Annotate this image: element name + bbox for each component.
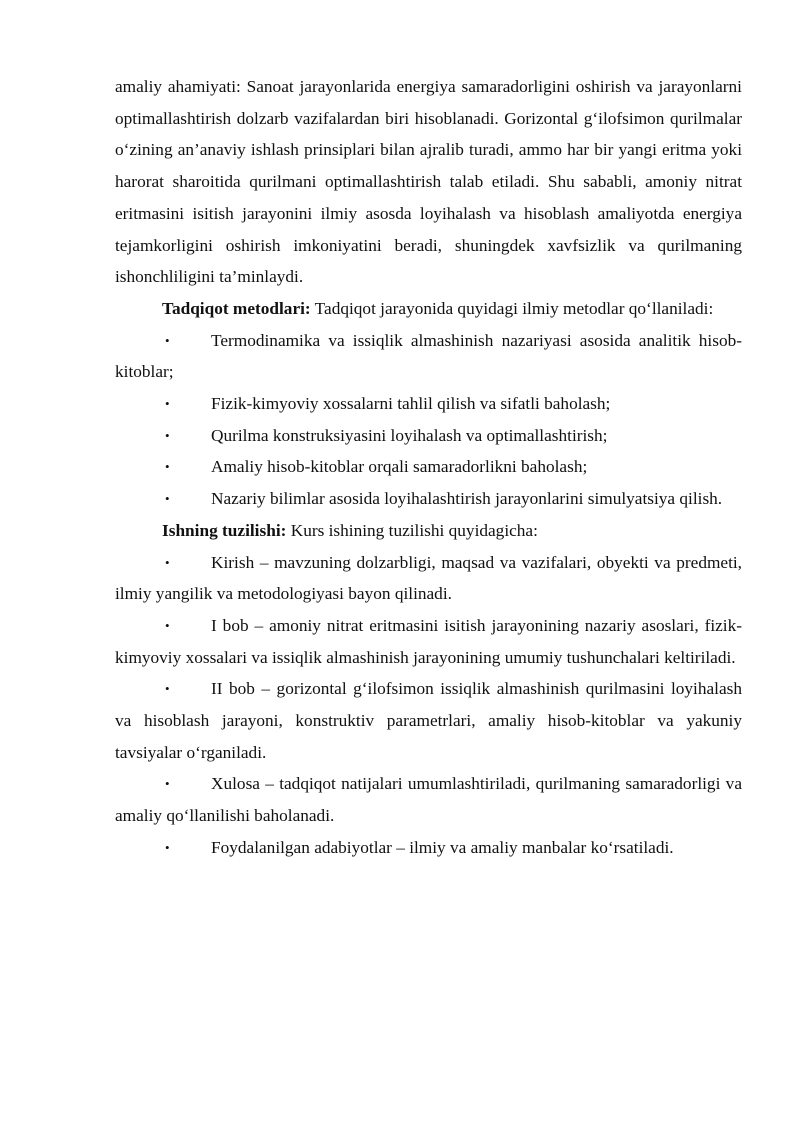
methods-item bbox=[115, 451, 742, 483]
methods-item-text: Fizik-kimyoviy xossalarni tahlil qilish va sifatli baholash; bbox=[211, 394, 611, 414]
structure-heading: Ishning tuzilishi: bbox=[162, 520, 287, 540]
bullet-icon: • bbox=[165, 617, 170, 633]
bullet-icon: • bbox=[165, 427, 170, 443]
methods-item-text: Qurilma konstruksiyasini loyihalash va optimallashtirish; bbox=[211, 425, 608, 445]
methods-heading: Tadqiqot metodlari: bbox=[162, 298, 311, 318]
bullet-icon: • bbox=[165, 839, 170, 855]
structure-item-text: Xulosa – tadqiqot natijalari umumlashtiriladi, qurilmaning samaradorligi va amaliy qo‘llanilishi baholanadi. bbox=[115, 774, 742, 826]
structure-item-text: Foydalanilgan adabiyotlar – ilmiy va amaliy manbalar ko‘rsatiladi. bbox=[211, 837, 674, 857]
intro-paragraph: amaliy ahamiyati: Sanoat jarayonlarida energiya samaradorligini oshirish va jarayonlarni optimallashtirish dolzarb vazifalardan biri hisoblanadi. Gorizontal g‘ilofsimon qurilmalar o‘zining an’anaviy ishlash prinsiplari bilan ajralib turadi, ammo har bir yangi eritma yoki harorat sharoitida qurilmani optimallashtirish talab etiladi. Shu sababli, amoniy nitrat eritmasini isitish jarayonini ilmiy asosda loyihalash va hisoblash amaliyotda energiya tejamkorligini oshirish imkoniyatini beradi, shuningdek xavfsizlik va qurilmaning ishonchliligini ta’minlaydi. bbox=[115, 77, 742, 287]
structure-item bbox=[115, 547, 742, 610]
methods-item bbox=[115, 483, 742, 515]
methods-item-text: Amaliy hisob-kitoblar orqali samaradorlikni baholash; bbox=[211, 457, 588, 477]
bullet-icon: • bbox=[165, 332, 170, 348]
methods-lead: Tadqiqot jarayonida quyidagi ilmiy metodlar qo‘llaniladi: bbox=[310, 298, 714, 318]
methods-paragraph bbox=[115, 293, 742, 325]
bullet-icon: • bbox=[165, 396, 170, 412]
methods-item bbox=[115, 388, 742, 420]
structure-item bbox=[115, 610, 742, 673]
bullet-icon: • bbox=[165, 491, 170, 507]
bullet-icon: • bbox=[165, 459, 170, 475]
bullet-icon: • bbox=[165, 554, 170, 570]
bullet-icon: • bbox=[165, 681, 170, 697]
structure-item bbox=[115, 673, 742, 768]
structure-paragraph bbox=[115, 515, 742, 547]
bullet-icon: • bbox=[165, 776, 170, 792]
structure-item-text: I bob – amoniy nitrat eritmasini isitish jarayonining nazariy asoslari, fizik-kimyoviy xossalari va issiqlik almashinish jarayonining umumiy tushunchalari keltiriladi. bbox=[115, 615, 742, 667]
methods-item bbox=[115, 420, 742, 452]
structure-item-text: Kirish – mavzuning dolzarbligi, maqsad va vazifalari, obyekti va predmeti, ilmiy yangilik va metodologiyasi bayon qilinadi. bbox=[115, 552, 742, 604]
structure-item bbox=[115, 768, 742, 831]
methods-item bbox=[115, 325, 742, 388]
methods-item-text: Termodinamika va issiqlik almashinish nazariyasi asosida analitik hisob-kitoblar; bbox=[115, 330, 742, 382]
structure-item-text: II bob – gorizontal g‘ilofsimon issiqlik almashinish qurilmasini loyihalash va hisoblash jarayoni, konstruktiv parametrlari, amaliy hisob-kitoblar va yakuniy tavsiyalar o‘rganiladi. bbox=[115, 679, 742, 762]
structure-item bbox=[115, 832, 742, 864]
structure-lead: Kurs ishining tuzilishi quyidagicha: bbox=[286, 520, 538, 540]
methods-item-text: Nazariy bilimlar asosida loyihalashtirish jarayonlarini simulyatsiya qilish. bbox=[211, 489, 723, 509]
